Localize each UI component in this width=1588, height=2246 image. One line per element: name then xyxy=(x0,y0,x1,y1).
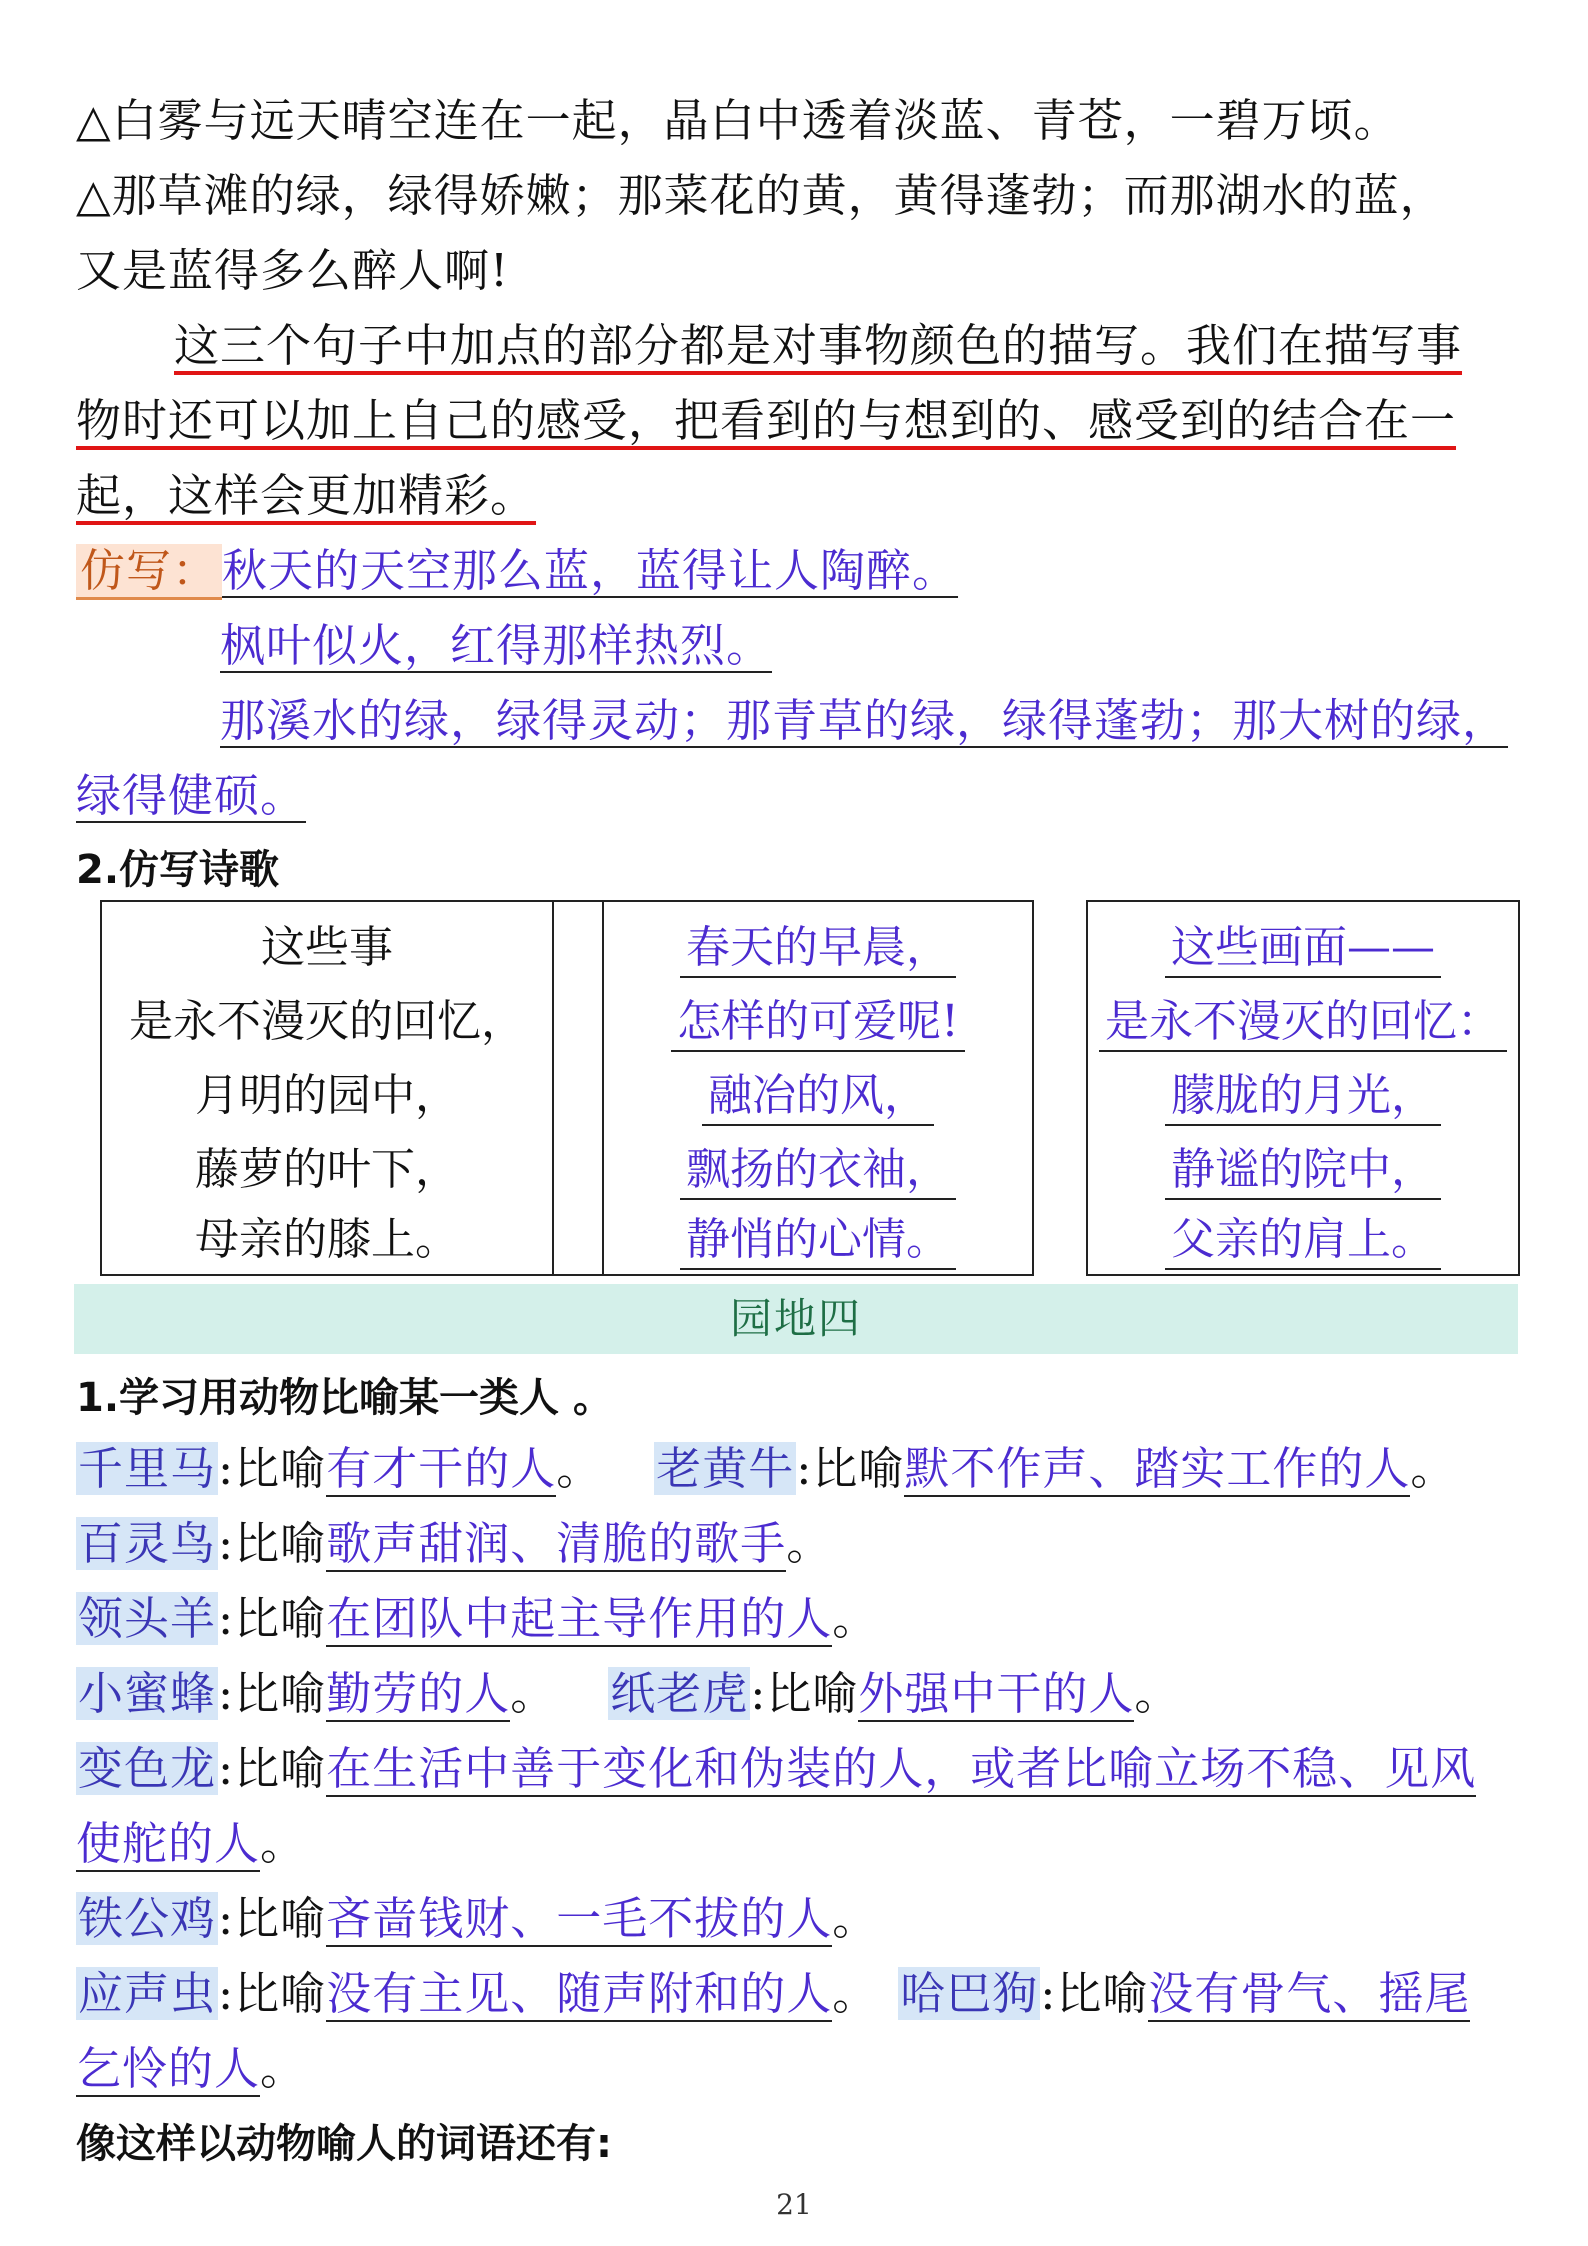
poem-answer-1-line-1: 春天的早晨， xyxy=(604,920,1032,978)
poem-original-line-1: 这些事 xyxy=(261,922,393,973)
metaphor-meaning: 默不作声、踏实工作的人 xyxy=(904,1442,1411,1495)
note-line-2: 物时还可以加上自己的感受，把看到的与想到的、感受到的结合在一 xyxy=(76,394,1457,447)
imitation-example-1: 秋天的天空那么蓝，蓝得让人陶醉。 xyxy=(222,544,959,597)
poem-original-line-3: 月明的园中， xyxy=(195,1070,459,1121)
poem-original-line-4: 藤萝的叶下， xyxy=(195,1144,459,1195)
metaphor-meaning-cont: 乞怜的人 xyxy=(76,2042,261,2095)
poem-spacer-box xyxy=(552,900,604,1276)
metaphor-term: 老黄牛 xyxy=(656,1442,795,1495)
metaphor-term: 千里马 xyxy=(78,1442,217,1495)
poem-answer-1-box xyxy=(602,900,1034,1276)
metaphor-row-2: 百灵鸟:比喻歌声甜润、清脆的歌手。 xyxy=(78,1517,833,1570)
metaphor-meaning: 在团队中起主导作用的人 xyxy=(326,1592,833,1645)
metaphor-meaning: 在生活中善于变化和伪装的人，或者比喻立场不稳、见风 xyxy=(326,1742,1477,1795)
poem-original-line-2: 是永不漫灭的回忆， xyxy=(129,996,525,1047)
metaphor-meaning: 有才干的人 xyxy=(326,1442,557,1495)
metaphor-meaning: 吝啬钱财、一毛不拔的人 xyxy=(326,1892,833,1945)
metaphor-row-5-cont: 使舵的人。 xyxy=(76,1817,307,1870)
poem-answer-1-line-5: 静悄的心情。 xyxy=(604,1212,1032,1270)
page-number: 21 xyxy=(776,2188,812,2221)
imitation-line-3: 那溪水的绿，绿得灵动；那青草的绿，绿得蓬勃；那大树的绿， xyxy=(220,694,1509,747)
poem-original-line-5: 母亲的膝上。 xyxy=(195,1214,459,1265)
poem-answer-2-box xyxy=(1086,900,1520,1276)
imitation-line-1 xyxy=(76,542,1516,600)
sentence-2: △那草滩的绿，绿得娇嫩；那菜花的黄，黄得蓬勃；而那湖水的蓝， xyxy=(76,169,1446,222)
metaphor-row-7: 应声虫:比喻没有主见、随声附和的人。 哈巴狗:比喻没有骨气、摇尾 xyxy=(78,1967,1471,2020)
metaphor-meaning: 没有主见、随声附和的人 xyxy=(326,1967,833,2020)
metaphor-row-4: 小蜜蜂:比喻勤劳的人。 纸老虎:比喻外强中干的人。 xyxy=(78,1667,1181,1720)
poem-answer-2-line-3: 朦胧的月光， xyxy=(1088,1068,1518,1126)
poem-answer-2-line-5: 父亲的肩上。 xyxy=(1088,1212,1518,1270)
poem-answer-2-line-2: 是永不漫灭的回忆： xyxy=(1088,994,1518,1052)
poem-answer-1-line-2: 怎样的可爱呢! xyxy=(604,994,1032,1052)
metaphor-meaning: 勤劳的人 xyxy=(326,1667,511,1720)
metaphor-meaning: 外强中干的人 xyxy=(858,1667,1135,1720)
metaphor-term: 小蜜蜂 xyxy=(78,1667,217,1720)
imitation-line-2: 枫叶似火，红得那样热烈。 xyxy=(220,619,773,672)
note-line-3: 起，这样会更加精彩。 xyxy=(76,469,537,522)
poem-answer-2-line-4: 静谧的院中， xyxy=(1088,1142,1518,1200)
metaphor-term: 变色龙 xyxy=(78,1742,217,1795)
metaphor-row-5: 变色龙:比喻在生活中善于变化和伪装的人，或者比喻立场不稳、见风 xyxy=(78,1742,1477,1795)
metaphor-meaning: 没有骨气、摇尾 xyxy=(1148,1967,1471,2020)
metaphor-row-7-cont: 乞怜的人。 xyxy=(76,2042,307,2095)
closing-prompt: 像这样以动物喻人的词语还有: xyxy=(76,2121,612,2167)
metaphor-row-1: 千里马:比喻有才干的人。 老黄牛:比喻默不作声、踏实工作的人。 xyxy=(78,1442,1457,1495)
metaphor-row-6: 铁公鸡:比喻吝啬钱财、一毛不拔的人。 xyxy=(78,1892,879,1945)
sentence-1: △白雾与远天晴空连在一起，晶白中透着淡蓝、青苍，一碧万顷。 xyxy=(76,94,1400,147)
poem-answer-1-line-4: 飘扬的衣袖， xyxy=(604,1142,1032,1200)
metaphor-term: 百灵鸟 xyxy=(78,1517,217,1570)
metaphor-term: 哈巴狗 xyxy=(900,1967,1039,2020)
section-banner: 园地四 xyxy=(74,1284,1518,1354)
metaphor-term: 纸老虎 xyxy=(610,1667,749,1720)
poem-original-box xyxy=(100,900,554,1276)
imitation-label: 仿写： xyxy=(76,544,222,600)
garden-title: 1.学习用动物比喻某一类人 。 xyxy=(76,1375,613,1421)
metaphor-term: 铁公鸡 xyxy=(78,1892,217,1945)
metaphor-meaning-cont: 使舵的人 xyxy=(76,1817,261,1870)
metaphor-row-3: 领头羊:比喻在团队中起主导作用的人。 xyxy=(78,1592,879,1645)
metaphor-meaning: 歌声甜润、清脆的歌手 xyxy=(326,1517,787,1570)
poem-answer-1-line-3: 融冶的风， xyxy=(604,1068,1032,1126)
poem-answer-2-line-1: 这些画面—— xyxy=(1088,920,1518,978)
note-line-1: 这三个句子中加点的部分都是对事物颜色的描写。我们在描写事 xyxy=(174,319,1463,372)
imitation-line-4: 绿得健硕。 xyxy=(76,769,307,822)
metaphor-term: 应声虫 xyxy=(78,1967,217,2020)
sentence-2-cont: 又是蓝得多么醉人啊! xyxy=(76,244,510,297)
section-2-title: 2.仿写诗歌 xyxy=(76,847,280,893)
metaphor-term: 领头羊 xyxy=(78,1592,217,1645)
